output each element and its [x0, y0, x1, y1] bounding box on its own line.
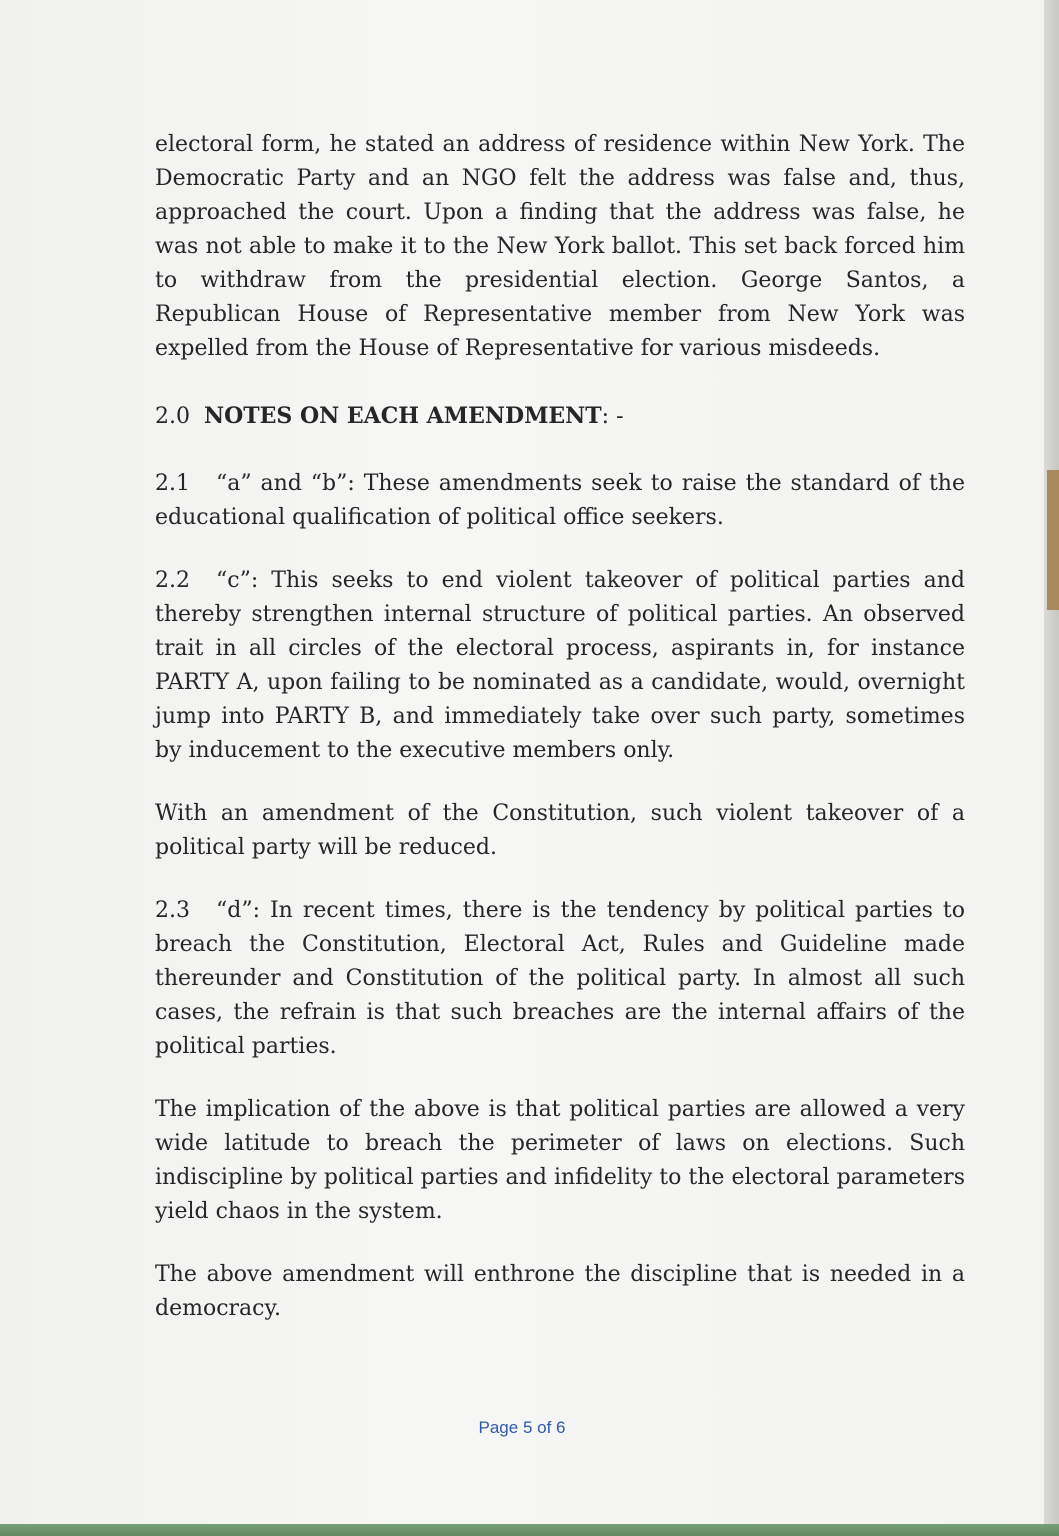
opening-paragraph: electoral form, he stated an address of residence within New York. The Democratic Party and an NGO felt the address was false and, thus, approached the court. Upon a finding that the address was false, he was not able to make it to the New York ballot. This set back forced him to withdraw from the presidential election. George Santos, a Republican House of Representative member from New York was expelled from the House of Representative for various misdeeds.: [155, 132, 965, 361]
item-2-3-text: “d”: In recent times, there is the tendency by political parties to breach the Constitution, Electoral Act, Rules and Guideline made thereunder and Constitution of the political party. In almost all such cases, the refrain is that such breaches are the internal affairs of the political parties.: [155, 898, 965, 1059]
paragraph-after-2-2: With an amendment of the Constitution, such violent takeover of a political party will be reduced.: [155, 801, 965, 860]
paragraph-closing: The above amendment will enthrone the discipline that is needed in a democracy.: [155, 1262, 965, 1321]
page-footer: Page 5 of 6: [478, 1418, 566, 1437]
section-suffix: : -: [601, 404, 624, 429]
item-2-3: [155, 894, 965, 1064]
item-2-2-number: 2.2: [155, 568, 190, 593]
paragraph-implication: The implication of the above is that political parties are allowed a very wide latitude to breach the perimeter of laws on elections. Such indiscipline by political parties and infidelity to the electoral parameters yield chaos in the system.: [155, 1097, 965, 1224]
section-number: 2.0: [155, 404, 190, 429]
section-title: NOTES ON EACH AMENDMENT: [204, 403, 602, 429]
section-heading: [155, 399, 965, 434]
document-body: [155, 128, 965, 1355]
item-2-3-number: 2.3: [155, 898, 190, 923]
item-2-1-number: 2.1: [155, 471, 190, 496]
background-surface: [1047, 470, 1059, 610]
page-edge-background: [1044, 0, 1059, 1536]
bottom-background-strip: [0, 1524, 1059, 1536]
item-2-2-text: “c”: This seeks to end violent takeover of political parties and thereby strengthen internal structure of political parties. An observed trait in all circles of the electoral process, aspirants in, for instance PARTY A, upon failing to be nominated as a candidate, would, overnight jump into PARTY B, and immediately take over such party, sometimes by inducement to the executive members only.: [155, 568, 965, 763]
item-2-1-text: “a” and “b”: These amendments seek to raise the standard of the educational qualification of political office seekers.: [155, 471, 965, 530]
item-2-1: [155, 467, 965, 535]
item-2-2: [155, 564, 965, 768]
